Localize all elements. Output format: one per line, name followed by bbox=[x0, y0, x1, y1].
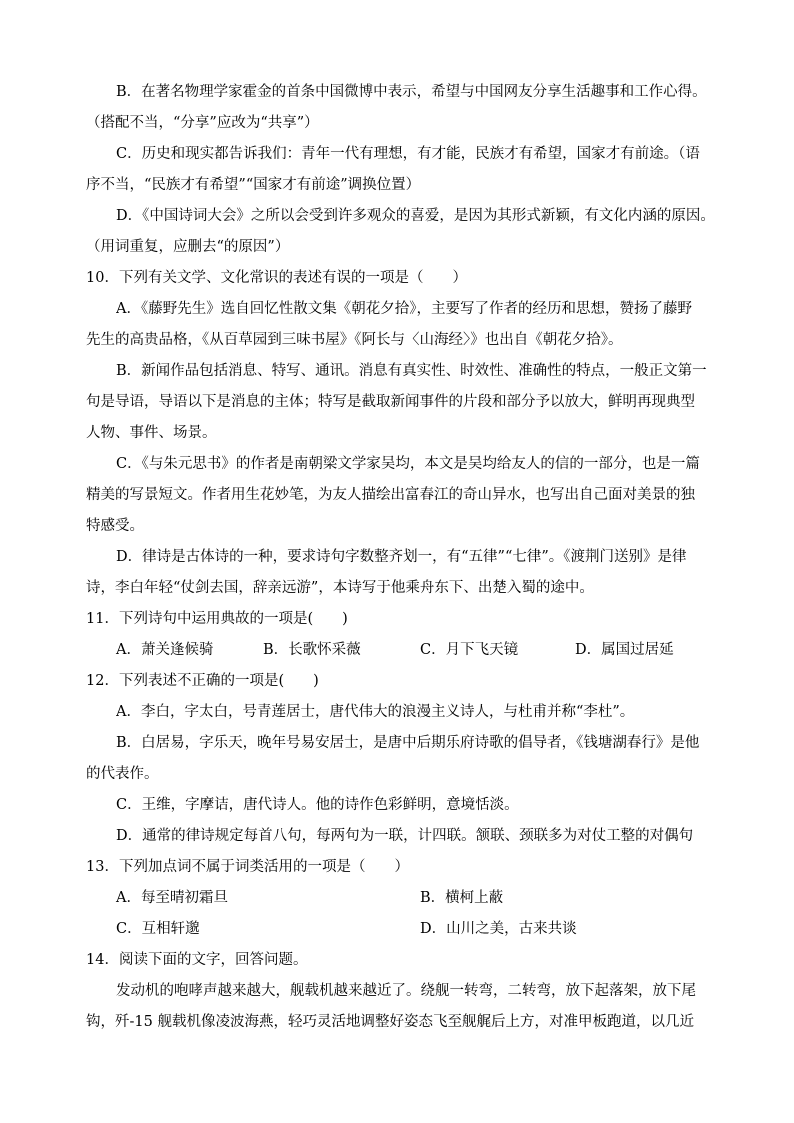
q14-passage-line-2: 钩，歼-15 舰载机像凌波海燕，轻巧灵活地调整好姿态飞至舰艉后上方，对准甲板跑道，以几近 bbox=[86, 1014, 694, 1030]
question-11: 11．下列诗句中运用典故的一项是( ) bbox=[86, 611, 348, 627]
q11-option-d: D．属国过居延 bbox=[575, 642, 674, 658]
question-13: 13．下列加点词不属于词类活用的一项是（ ） bbox=[86, 859, 409, 875]
q9-option-d: D．《中国诗词大会》之所以会受到许多观众的喜爱，是因为其形式新颖，有文化内涵的原因。 bbox=[116, 208, 715, 224]
q13-option-a: A．每至晴初霜旦 bbox=[116, 890, 228, 906]
question-10: 10．下列有关文学、文化常识的表述有误的一项是（ ） bbox=[86, 270, 467, 286]
q10-option-c-cont2: 特感受。 bbox=[86, 518, 144, 534]
q10-option-d-cont: 诗，李白年轻“仗剑去国，辞亲远游”，本诗写于他乘舟东下、出楚入蜀的途中。 bbox=[86, 580, 594, 596]
q10-option-a: A．《藤野先生》选自回忆性散文集《朝花夕拾》，主要写了作者的经历和思想，赞扬了藤野 bbox=[116, 301, 692, 317]
q11-option-c: C．月下飞天镜 bbox=[420, 642, 519, 658]
q13-option-b: B．横柯上蔽 bbox=[420, 890, 504, 906]
q12-option-a: A．李白，字太白，号青莲居士，唐代伟大的浪漫主义诗人，与杜甫并称“李杜”。 bbox=[116, 704, 635, 720]
q10-option-c-cont: 精美的写景短文。作者用生花妙笔，为友人描绘出富春江的奇山异水，也写出自己面对美景的独 bbox=[86, 487, 695, 503]
q12-option-d: D．通常的律诗规定每首八句，每两句为一联，计四联。颔联、颈联多为对仗工整的对偶句 bbox=[116, 828, 694, 844]
question-12: 12．下列表述不正确的一项是( ) bbox=[86, 673, 319, 689]
q9-option-c: C．历史和现实都告诉我们：青年一代有理想，有才能，民族才有希望，国家才有前途。（语 bbox=[116, 146, 700, 162]
q9-option-b-note: （搭配不当，“分享”应改为“共享”） bbox=[86, 115, 319, 131]
q14-passage-line-1: 发动机的咆哮声越来越大，舰载机越来越近了。绕舰一转弯，二转弯，放下起落架，放下尾 bbox=[116, 983, 696, 999]
q9-option-b: B．在著名物理学家霍金的首条中国微博中表示，希望与中国网友分享生活趣事和工作心得。 bbox=[116, 84, 707, 100]
q10-option-a-cont: 先生的高贵品格，《从百草园到三味书屋》《阿长与〈山海经〉》也出自《朝花夕拾》。 bbox=[86, 332, 623, 348]
q10-option-c: C．《与朱元思书》的作者是南朝梁文学家吴均，本文是吴均给友人的信的一部分，也是一篇 bbox=[116, 456, 700, 472]
q12-option-c: C．王维，字摩诘，唐代诗人。他的诗作色彩鲜明，意境恬淡。 bbox=[116, 797, 519, 813]
q12-option-b-cont: 的代表作。 bbox=[86, 766, 159, 782]
q9-option-c-cont: 序不当，“民族才有希望”“国家才有前途”调换位置） bbox=[86, 177, 421, 193]
q10-option-b-cont: 句是导语，导语以下是消息的主体；特写是截取新闻事件的片段和部分予以放大，鲜明再现典型 bbox=[86, 394, 695, 410]
q11-option-a: A．萧关逢候骑 bbox=[116, 642, 214, 658]
q10-option-b: B．新闻作品包括消息、特写、通讯。消息有真实性、时效性、准确性的特点，一般正文第一 bbox=[116, 363, 707, 379]
q10-option-d: D．律诗是古体诗的一种，要求诗句字数整齐划一，有“五律”“七律”。《渡荆门送别》是律 bbox=[116, 549, 687, 565]
q12-option-b: B．白居易，字乐天，晚年号易安居士，是唐中后期乐府诗歌的倡导者，《钱塘湖春行》是他 bbox=[116, 735, 700, 751]
q10-option-b-cont2: 人物、事件、场景。 bbox=[86, 425, 217, 441]
q13-option-d: D．山川之美，古来共谈 bbox=[420, 921, 577, 937]
q9-option-d-note: （用词重复，应删去“的原因”） bbox=[86, 239, 290, 255]
q11-option-b: B．长歌怀采薇 bbox=[263, 642, 361, 658]
q13-option-c: C．互相轩邈 bbox=[116, 921, 200, 937]
question-14: 14．阅读下面的文字，回答问题。 bbox=[86, 952, 308, 968]
